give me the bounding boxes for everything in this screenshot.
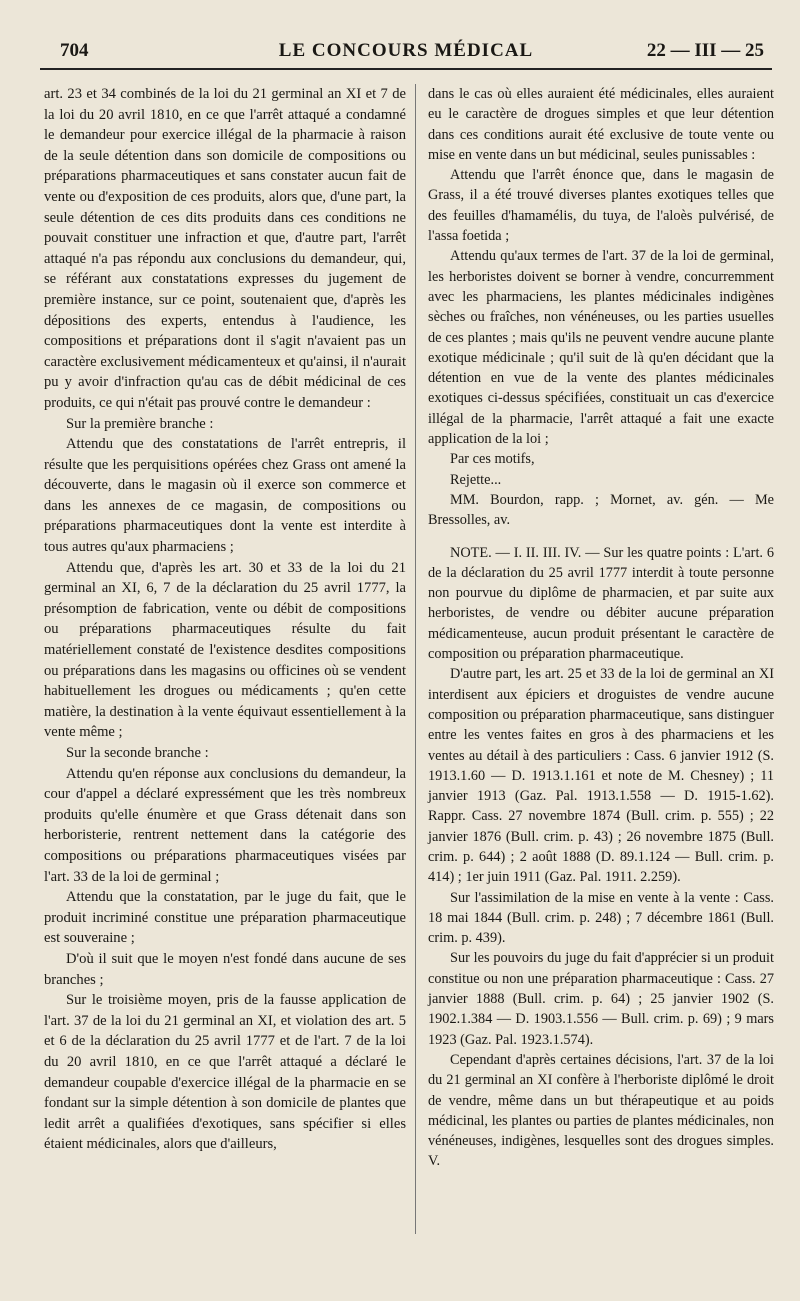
paragraph: D'où il suit que le moyen n'est fondé dans aucune de ses branches ; [44,950,406,988]
right-column [428,84,774,1172]
paragraph: Sur la seconde branche : [66,745,209,761]
note-paragraph: Sur les pouvoirs du juge du fait d'apprécier si un produit constitue ou non une préparation pharmaceutique : Cass. 27 janvier 1888 (Bull. crim. p. 64) ; 25 janvier 1902 (S. 1902.1.384 — D. 1903.1.556 — Bull. crim. p. 69) ; 9 mars 1923 (Gaz. Pal. 1923.1.574). [428,950,774,1048]
paragraph: Attendu qu'en réponse aux conclusions du demandeur, la cour d'appel a déclaré expressément que les très nombreux produits qu'elle énumère et que Grass détenait dans son herboristerie, rentrent nettement dans la catégorie des compositions ou préparations pharmaceutiques visées par l'art. 33 de la loi de germinal ; [44,765,406,885]
paragraph: Attendu que la constatation, par le juge du fait, que le produit incriminé constitue une préparation pharmaceutique est souveraine ; [44,889,406,947]
paragraph: MM. Bourdon, rapp. ; Mornet, av. gén. — Me Bressolles, av. [428,491,774,529]
paragraph: Attendu que l'arrêt énonce que, dans le magasin de Grass, il a été trouvé diverses plantes exotiques telles que des feuilles d'hamamélis, du tuya, de l'aloès pulvérisé, de l'assa foetida ; [428,167,774,245]
paragraph: Attendu que des constatations de l'arrêt entrepris, il résulte que les perquisitions opérées chez Grass ont amené la découverte, dans le magasin où il exerce son commerce et dans les annexes de ce magasin, de compositions ou préparations pharmaceutiques dont la vente est interdite à tous autres qu'aux pharmaciens ; [44,436,406,556]
left-column [44,84,406,1155]
note-paragraph: D'autre part, les art. 25 et 33 de la loi de germinal an XI interdisent aux épiciers et droguistes de vendre aucune composition ou préparation pharmaceutique, sans distinguer entre les ventes faites en gros à des pharmaciens et les ventes au détail à des particuliers : Cass. 6 janvier 1912 (S. 1913.1.60 — D. 1913.1.161 et note de M. Chesney) ; 11 janvier 1913 (Gaz. Pal. 1913.1.558 — D. 1915-1.62). Rappr. Cass. 27 novembre 1874 (Bull. crim. p. 555) ; 22 janvier 1876 (Bull. crim. p. 43) ; 26 novembre 1875 (Bull. crim. p. 644) ; 2 août 1888 (D. 89.1.124 — Bull. crim. p. 414) ; 1er juin 1911 (Gaz. Pal. 1911. 2.259). [428,666,774,886]
header-rule [40,68,772,70]
page-number: 704 [60,40,89,61]
paragraph: dans le cas où elles auraient été médicinales, elles auraient eu le caractère de drogues simples et que leur détention dans ces conditions aurait été exclusive de toute vente ou mise en vente dans un but médicinal, seules punissables : [428,86,774,163]
paragraph: art. 23 et 34 combinés de la loi du 21 germinal an XI et 7 de la loi du 20 avril 1810, en ce que l'arrêt attaqué a condamné le demandeur pour exercice illégal de la pharmacie à raison de la seule détention dans son domicile de compositions ou préparations pharmaceutiques et sans constater aucun fait de vente ou d'exposition de ces produits, alors que, d'une part, la seule détention de ces dits produits dans ces conditions ne pouvait constituer une infraction et que, d'autre part, l'arrêt attaqué n'a pas répondu aux conclusions du demandeur, qui, se référant aux constatations expresses du jugement de première instance, sur ce point, soutenaient que, d'après les dépositions des experts, entendus à l'audience, les compositions et préparations dont il s'agit n'avaient pas un caractère exclusivement médicamenteux et qu'ainsi, il n'aurait pu y avoir d'infraction qu'au cas de débit médicinal de ces produits, ce qui n'était pas prouvé contre le demandeur : [44,86,406,411]
issue-date: 22 — III — 25 [646,40,764,61]
page-header [40,36,772,70]
paragraph: Rejette... [450,471,502,488]
column-divider [415,84,416,1234]
note-paragraph: NOTE. — I. II. III. IV. — Sur les quatre points : L'art. 6 de la déclaration du 25 avril 1777 interdit à toute personne non pourvue du diplôme de pharmacien, et par suite aux herboristes, de vendre ou débiter aucune préparation médicamenteuse, aucun produit présentant le caractère de composition ou préparation pharmaceutique. [428,544,774,663]
paragraph: Par ces motifs, [450,451,535,468]
paragraph: Attendu qu'aux termes de l'art. 37 de la loi de germinal, les herboristes doivent se borner à vendre, concurremment avec les pharmaciens, les plantes médicinales indigènes sèches ou fraîches, non vénéneuses, ou les parties usuelles de ces plantes ; mais qu'ils ne peuvent vendre aucune plante exotique médicinale ; qu'il suit de là qu'en décidant que la détention en vue de la vente des plantes médicinales exotiques ci-dessus spécifiées, constituait un cas d'exercice illégal de la pharmacie, l'arrêt attaqué a fait une exacte application de la loi ; [428,248,774,448]
paragraph: Attendu que, d'après les art. 30 et 33 de la loi du 21 germinal an XI, 6, 7 de la déclaration du 25 avril 1777, la présomption de fabrication, vente ou débit de compositions ou préparations pharmaceutiques résulte du fait matériellement constaté de l'existence desdites compositions ou préparations dans les magasins ou officines où se vendent habituellement les drogues ou médicaments ; qu'en cette matière, la destination à la vente équivaut essentiellement à la vente même ; [44,559,406,741]
spacer [428,531,774,543]
paragraph: Sur le troisième moyen, pris de la fausse application de l'art. 37 de la loi du 21 germinal an XI, et violation des art. 5 et 6 de la déclaration du 25 avril 1777 et de l'art. 7 de la loi du 20 avril 1810, en ce que l'arrêt attaqué a déclaré le demandeur coupable d'exercice illégal de la pharmacie en se fondant sur la simple détention à son domicile de plantes que ledit arrêt a qualifiées d'exotiques, sans spécifier si elles étaient médicinales, alors que d'ailleurs, [44,992,406,1153]
note-paragraph: Sur l'assimilation de la mise en vente à la vente : Cass. 18 mai 1844 (Bull. crim. p. 248) ; 7 décembre 1861 (Bull. crim. p. 439). [428,889,774,947]
paragraph: Sur la première branche : [66,415,214,432]
journal-title: LE CONCOURS MÉDICAL [278,40,534,61]
note-section [428,543,774,1172]
note-paragraph: Cependant d'après certaines décisions, l'art. 37 de la loi du 21 germinal an XI confère à l'herboriste diplômé le droit de vendre, même dans un but thérapeutique et au poids médicinal, les plantes ou parties de plantes médicinales, non vénéneuses, indigènes, lesquelles sont des drogues simples. V. [428,1051,774,1170]
